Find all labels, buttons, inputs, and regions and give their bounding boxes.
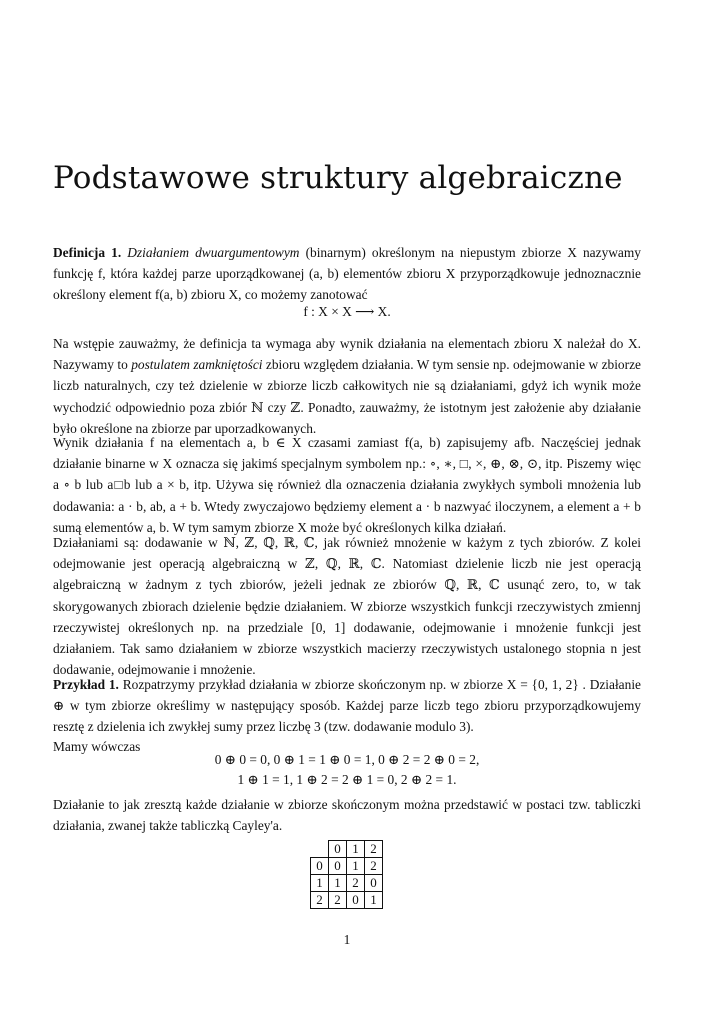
equation-line-1: 0 ⊕ 0 = 0, 0 ⊕ 1 = 1 ⊕ 0 = 1, 0 ⊕ 2 = 2 ⊕ 0 = 2, [214, 752, 480, 767]
cayley-corner-cell [311, 841, 329, 858]
page-number: 1 [343, 932, 351, 947]
cayley-row-label: 0 [311, 858, 329, 875]
example-closing: Działanie to jak zresztą każde działanie w zbiorze skończonym można przedstawić w postaci tzw. tabliczki działania, zwanej także tabliczką Cayley'a. [53, 797, 641, 834]
cayley-cell: 0 [329, 858, 347, 875]
cayley-cell: 2 [365, 858, 383, 875]
cayley-cell: 0 [347, 892, 365, 909]
cayley-cell: 2 [347, 875, 365, 892]
cayley-header-cell: 0 [329, 841, 347, 858]
cayley-header-row [311, 841, 383, 858]
cayley-header-cell: 1 [347, 841, 365, 858]
example-text: Rozpatrzymy przykład działania w zbiorze skończonym np. w zbiorze X = {0, 1, 2} . Działanie ⊕ w tym zbiorze określimy w następujący sposób. Każdej parze liczb tego zbioru przyporządkowujemy resztę z dzielenia ich zwykłej sumy przez liczbę 3 (tzw. dodawanie modulo 3). [53, 677, 641, 735]
definition-paragraph [53, 242, 641, 306]
cayley-cell: 2 [329, 892, 347, 909]
paragraph-examples-of-operations: Działaniami są: dodawanie w ℕ, ℤ, ℚ, ℝ, ℂ, jak również mnożenie w każym z tych zbiorów. Z kolei odejmowanie jest operacją algebraiczną w ℤ, ℚ, ℝ, ℂ. Natomiast dzielenie liczb nie jest operacją algebraiczną w żadnym z tych zbiorów, jeżeli jednak ze zbiorów ℚ, ℝ, ℂ usunąć zero, to, w tak skorygowanych zbiorach dzielenie będzie działaniem. W zbiorze wszystkich funkcji rzeczywistych zmiennj rzeczywistej określonych np. na przedziale [0, 1] dodawanie, odejmowanie i mnożenie funkcji jest działaniem. Tak samo działaniem w zbiorze wszystkich macierzy rzeczywistych ustalonego stopnia n jest dodawanie, odejmowanie i mnożenie. [53, 535, 641, 678]
cayley-row [311, 875, 383, 892]
paragraph-closure-b: zbioru względem działania. W tym sensie np. odejmowanie w zbiorze liczb naturalnych, czy też dzielenie w zbiorze liczb całkowitych nie są działaniami, gdyż ich wynik może wychodzić odpowiednio poza zbiór ℕ czy ℤ. Ponadto, zauważmy, że istotnym jest założenie aby działanie było określone na zbiorze par uporzadkowanych. [53, 357, 641, 436]
example-intro: Mamy wówczas [53, 739, 141, 754]
paragraph-notation: Wynik działania f na elementach a, b ∈ X czasami zamiast f(a, b) zapisujemy afb. Naczęściej jednak działanie binarne w X oznacza się jakimś specjalnym symbolem np.: ∘, ∗, □, ×, ⊕, ⊗, ⊙, itp. Piszemy więc a ∘ b lub a□b lub a × b, itp. Używa się również dla oznaczenia działania zwykłych symboli mnożenia lub dodawania: a · b, ab, a + b. Wtedy zwyczajowo będziemy element a · b nazwyać iloczynem, a element a + b sumą elementów a, b. W tym samym zbiorze X może być określonych kilka działań. [53, 435, 641, 535]
cayley-row [311, 892, 383, 909]
equation-line-2: 1 ⊕ 1 = 1, 1 ⊕ 2 = 2 ⊕ 1 = 0, 2 ⊕ 2 = 1. [237, 772, 457, 787]
definition-formula: f : X × X ⟶ X. [303, 304, 391, 319]
cayley-cell: 1 [347, 858, 365, 875]
definition-label: Definicja 1. [53, 245, 122, 260]
cayley-row-label: 2 [311, 892, 329, 909]
cayley-cell: 1 [365, 892, 383, 909]
paragraph-closure [53, 333, 641, 439]
cayley-cell: 0 [365, 875, 383, 892]
paragraph-closure-a: Na wstępie zauważmy, że definicja ta wymaga aby wynik działania na elementach zbioru X należał do X. Nazywamy to [53, 336, 641, 373]
example-label: Przykład 1. [53, 677, 119, 692]
cayley-row-label: 1 [311, 875, 329, 892]
page-title: Podstawowe struktury algebraiczne [53, 160, 623, 196]
paragraph-closure-term: postulatem zamkniętości [131, 357, 263, 373]
example-paragraph [53, 674, 641, 738]
cayley-row [311, 858, 383, 875]
definition-text: (binarnym) określonym na niepustym zbiorze X nazywamy funkcję f, która każdej parze uporządkowanej (a, b) elementów zbioru X przyporządkowuje jednoznacznie określony element f(a, b) zbioru X, co możemy zanotować [53, 245, 641, 303]
definition-term: Działaniem dwuargumentowym [127, 245, 300, 260]
cayley-cell: 1 [329, 875, 347, 892]
cayley-table [310, 840, 383, 909]
cayley-header-cell: 2 [365, 841, 383, 858]
